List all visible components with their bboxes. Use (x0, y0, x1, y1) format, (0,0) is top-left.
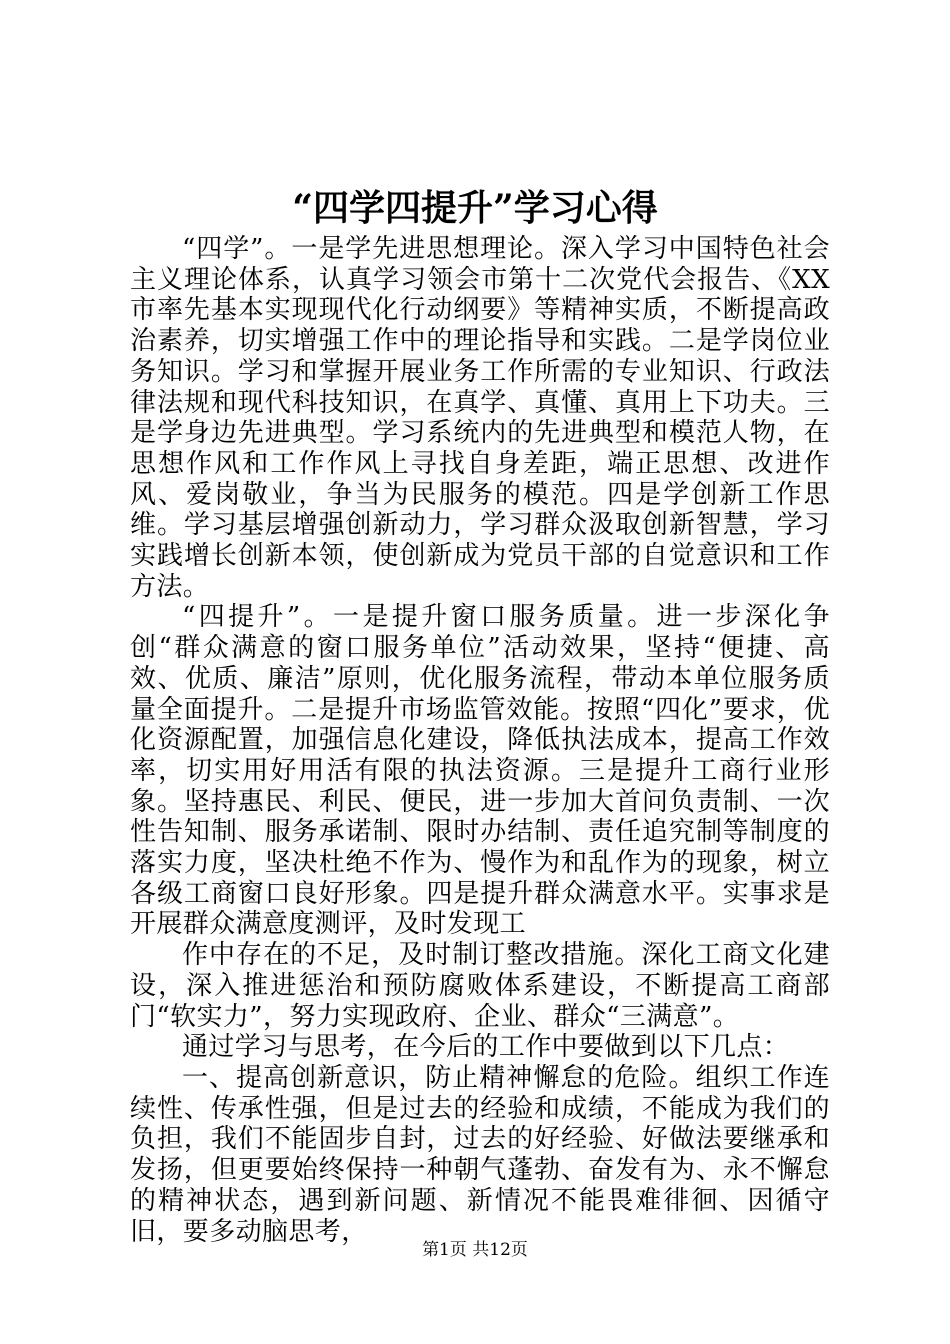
paragraph-four-studies: “四学”。一是学先进思想理论。深入学习中国特色社会主义理论体系，认真学习领会市第十二次党代会报告、《XX市率先基本实现现代化行动纲要》等精神实质，不断提高政治素养，切实增强工作中的理论指导和实践。二是学岗位业务知识。学习和掌握开展业务工作所需的专业知识、行政法律法规和现代科技知识，在真学、真懂、真用上下功夫。三是学身边先进典型。学习系统内的先进典型和模范人物，在思想作风和工作作风上寻找自身差距，端正思想、改进作风、爱岗敬业，争当为民服务的模范。四是学创新工作思维。学习基层增强创新动力，学习群众汲取创新智慧，学习实践增长创新本领，使创新成为党员干部的自觉意识和工作方法。 (130, 234, 830, 602)
document-title: “四学四提升”学习心得 (292, 187, 658, 229)
paragraph-four-improvements: “四提升”。一是提升窗口服务质量。进一步深化争创“群众满意的窗口服务单位”活动效果，坚持“便捷、高效、优质、廉洁”原则，优化服务流程，带动本单位服务质量全面提升。二是提升市场监管效能。按照“四化”要求，优化资源配置，加强信息化建设，降低执法成本，提高工作效率，切实用好用活有限的执法资源。三是提升工商行业形象。坚持惠民、利民、便民，进一步加大首问负责制、一次性告知制、服务承诺制、限时办结制、责任追究制等制度的落实力度，坚决杜绝不作为、慢作为和乱作为的现象，树立各级工商窗口良好形象。四是提升群众满意水平。实事求是开展群众满意度测评，及时发现工 (130, 602, 830, 940)
paragraph-continuation: 作中存在的不足，及时制订整改措施。深化工商文化建设，深入推进惩治和预防腐败体系建设，不断提高工商部门“软实力”，努力实现政府、企业、群众“三满意”。 (130, 940, 830, 1032)
paragraph-intro-points: 通过学习与思考，在今后的工作中要做到以下几点： (182, 1032, 790, 1063)
document-body (130, 234, 830, 1247)
paragraph-point-one: 一、提高创新意识，防止精神懈怠的危险。组织工作连续性、传承性强，但是过去的经验和成绩，不能成为我们的负担，我们不能固步自封，过去的好经验、好做法要继承和发扬，但更要始终保持一种朝气蓬勃、奋发有为、永不懈怠的精神状态，遇到新问题、新情况不能畏难徘徊、因循守旧，要多动脑思考， (130, 1062, 830, 1247)
page-number-footer: 第1页 共12页 (422, 1240, 528, 1260)
